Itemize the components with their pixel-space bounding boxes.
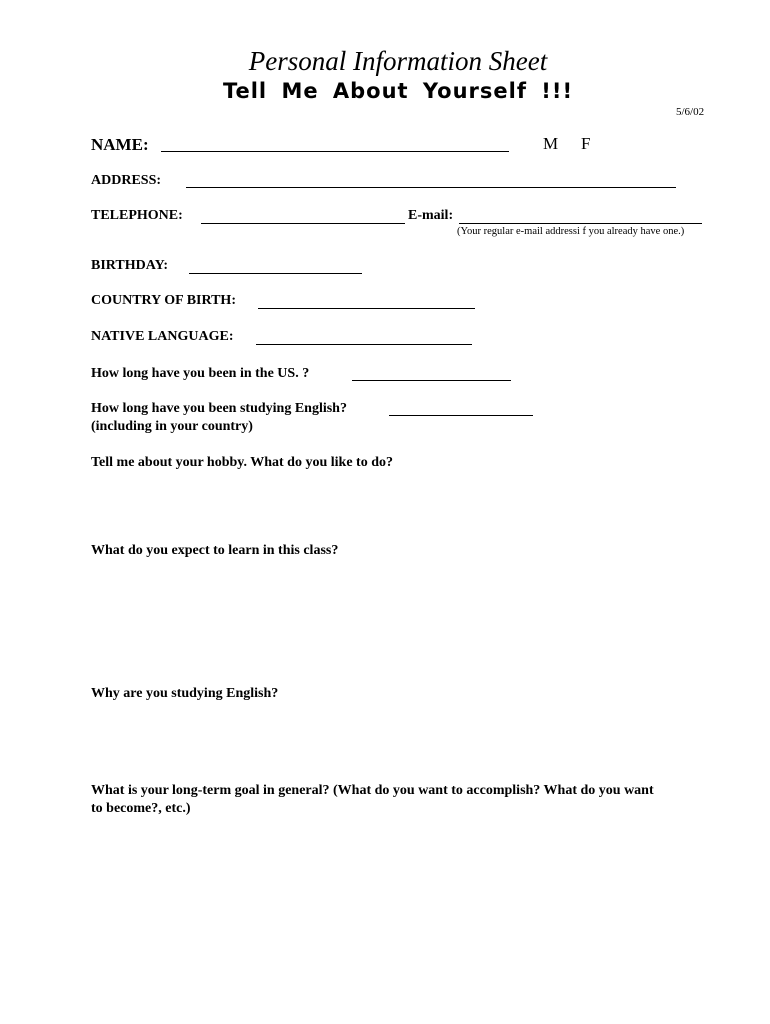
- gender-f-option[interactable]: F: [581, 134, 591, 153]
- birthday-label: BIRTHDAY:: [91, 258, 169, 273]
- goal-question-line1: What is your long-term goal in general? (What do you want to accomplish? What do you want: [91, 783, 654, 798]
- studying-english-note: (including in your country): [91, 419, 253, 434]
- why-english-question: Why are you studying English?: [91, 686, 279, 701]
- email-field-line[interactable]: [459, 223, 702, 224]
- name-label: NAME:: [91, 135, 149, 154]
- email-label: E-mail:: [408, 208, 454, 223]
- goal-answer-area[interactable]: [91, 824, 701, 984]
- studying-english-label: How long have you been studying English?: [91, 401, 347, 416]
- time-in-us-label: How long have you been in the US. ?: [91, 366, 310, 381]
- native-language-label: NATIVE LANGUAGE:: [91, 329, 234, 344]
- gender-m-option[interactable]: M: [543, 134, 559, 153]
- address-field-line[interactable]: [186, 187, 676, 188]
- page-title: Personal Information Sheet: [248, 46, 548, 76]
- studying-english-field-line[interactable]: [389, 415, 533, 416]
- goal-question-line2: to become?, etc.): [91, 801, 191, 816]
- address-label: ADDRESS:: [91, 173, 162, 188]
- telephone-label: TELEPHONE:: [91, 208, 183, 223]
- expect-question: What do you expect to learn in this class?: [91, 543, 339, 558]
- country-of-birth-label: COUNTRY OF BIRTH:: [91, 293, 236, 308]
- telephone-field-line[interactable]: [201, 223, 405, 224]
- why-english-answer-area[interactable]: [91, 707, 701, 777]
- country-of-birth-field-line[interactable]: [258, 308, 475, 309]
- hobby-question: Tell me about your hobby. What do you like to do?: [91, 455, 393, 470]
- email-note: (Your regular e-mail addressi f you already have one.): [457, 226, 685, 237]
- birthday-field-line[interactable]: [189, 273, 362, 274]
- hobby-answer-area[interactable]: [91, 476, 701, 536]
- native-language-field-line[interactable]: [256, 344, 472, 345]
- expect-answer-area[interactable]: [91, 564, 701, 679]
- page-subtitle: Tell Me About Yourself !!!: [222, 79, 574, 103]
- name-field-line[interactable]: [161, 151, 509, 152]
- document-date: 5/6/02: [676, 106, 705, 118]
- time-in-us-field-line[interactable]: [352, 380, 511, 381]
